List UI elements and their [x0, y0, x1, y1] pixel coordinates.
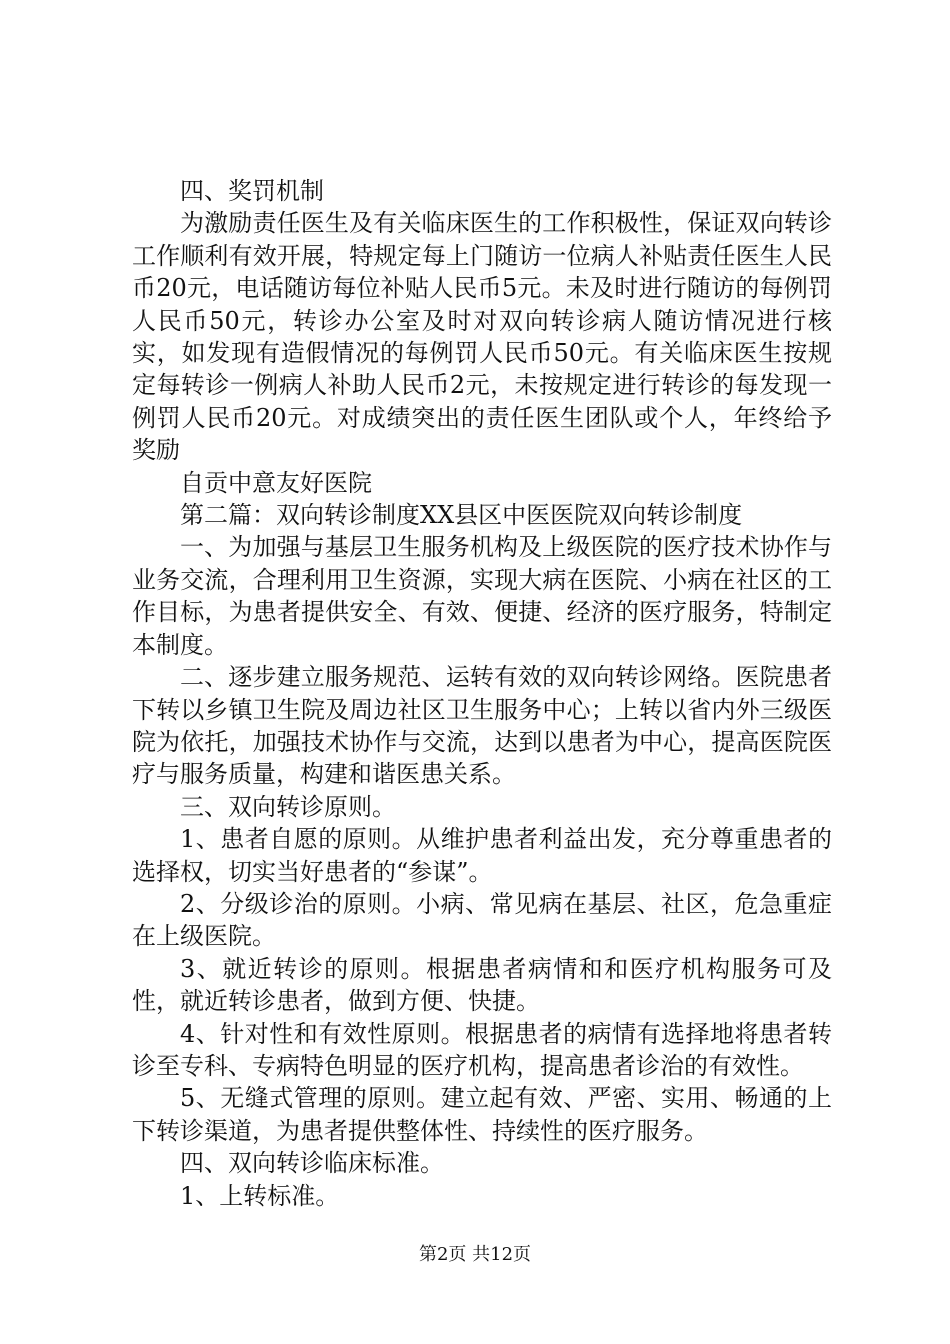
section-heading-rewards: 四、奖罚机制	[180, 177, 324, 205]
principle-1: 1、患者自愿的原则。从维护患者利益出发，充分尊重患者的选择权，切实当好患者的“参谋”。	[132, 825, 832, 886]
paragraph-item-2: 二、逐步建立服务规范、运转有效的双向转诊网络。医院患者下转以乡镇卫生院及周边社区卫生服务中心；上转以省内外三级医院为依托，加强技术协作与交流，达到以患者为中心，提高医院医疗与服务质量，构建和谐医患关系。	[132, 663, 832, 789]
section-heading-principles: 三、双向转诊原则。	[180, 792, 396, 821]
criteria-upward: 1、上转标准。	[180, 1181, 340, 1210]
principle-4: 4、针对性和有效性原则。根据患者的病情有选择地将患者转诊至专科、专病特色明显的医疗机构，提高患者诊治的有效性。	[132, 1019, 832, 1080]
document-body	[132, 175, 832, 1212]
paragraph-item-1: 一、为加强与基层卫生服务机构及上级医院的医疗技术协作与业务交流，合理利用卫生资源，实现大病在医院、小病在社区的工作目标，为患者提供安全、有效、便捷、经济的医疗服务，特制定本制度。	[132, 533, 832, 659]
page-footer: 第2页 共12页	[418, 1244, 532, 1265]
principle-5: 5、无缝式管理的原则。建立起有效、严密、实用、畅通的上下转诊渠道，为患者提供整体性、持续性的医疗服务。	[132, 1084, 832, 1145]
chapter-title: 第二篇：双向转诊制度XX县区中医医院双向转诊制度	[180, 501, 743, 530]
principle-2: 2、分级诊治的原则。小病、常见病在基层、社区，危急重症在上级医院。	[132, 889, 832, 951]
principle-3: 3、就近转诊的原则。根据患者病情和和医疗机构服务可及性，就近转诊患者，做到方便、快捷。	[132, 954, 832, 1016]
section-heading-criteria: 四、双向转诊临床标准。	[180, 1149, 444, 1178]
hospital-name: 自贡中意友好医院	[180, 468, 372, 497]
paragraph-rewards-detail: 为激励责任医生及有关临床医生的工作积极性，保证双向转诊工作顺利有效开展，特规定每上门随访一位病人补贴责任医生人民币20元，电话随访每位补贴人民币5元。未及时进行随访的每例罚人民币50元，转诊办公室及时对双向转诊病人随访情况进行核实，如发现有造假情况的每例罚人民币50元。有关临床医生按规定每转诊一例病人补助人民币2元，未按规定进行转诊的每发现一例罚人民币20元。对成绩突出的责任医生团队或个人，年终给予奖励	[132, 209, 832, 465]
